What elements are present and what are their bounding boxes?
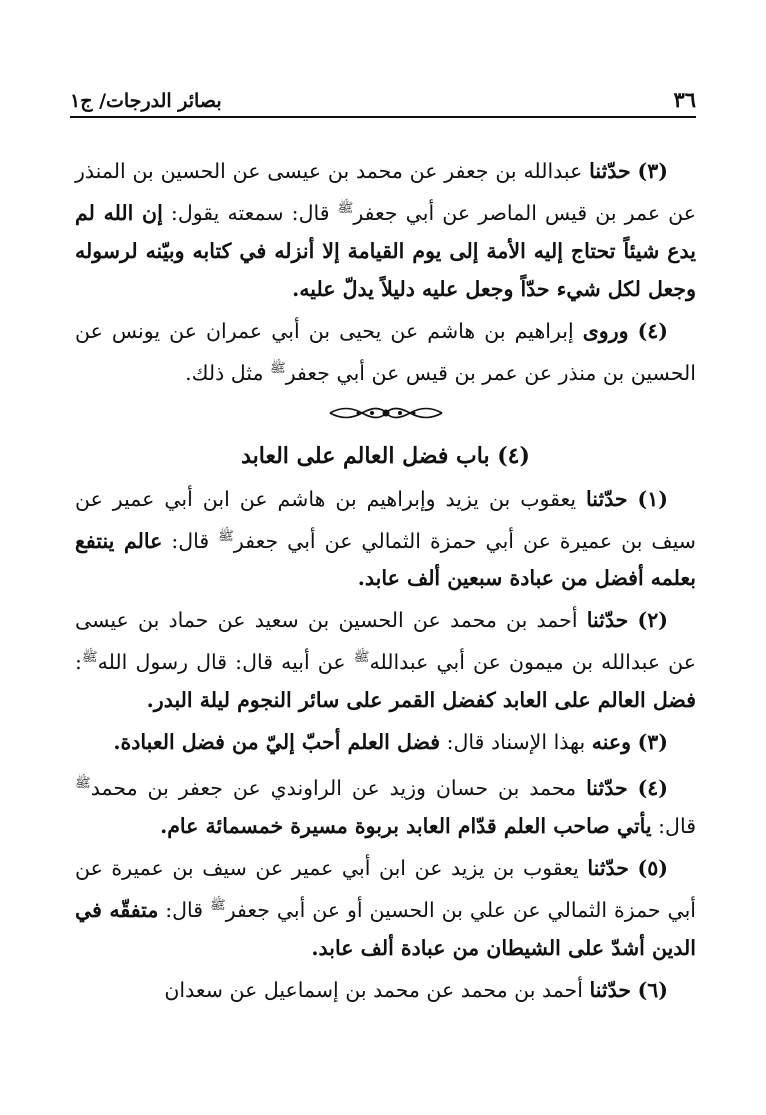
hadith-number: (١) [637,486,668,511]
honorific-symbol: ﷺ [270,360,286,376]
isnad-text: إبراهيم بن هاشم عن يحيى بن أبي عمران عن يونس عن الحسين بن منذر عن عمر بن قيس عن أبي جعفر [75,318,696,385]
hadith-paragraph [75,723,696,761]
isnad-text: محمد بن حسان وزيد عن الراوندي عن جعفر بن محمد [90,776,577,801]
transmission-term: وعنه [591,730,632,755]
hadith-number: (٢) [637,608,668,633]
isnad-text: أحمد بن محمد عن الحسين بن سعيد عن حماد بن عيسى عن عبدالله بن ميمون عن أبي عبدالله [75,608,696,675]
transmission-term: حدّثنا [586,776,628,801]
honorific-symbol: ﷺ [337,201,354,216]
honorific-symbol: ﷺ [75,776,91,792]
transmission-term: حدّثنا [586,486,628,511]
hadith-text: فضل العالم على العابد كفضل القمر على سائر النجوم ليلة البدر. [146,688,696,713]
transmission-term: حدّثنا [589,159,631,183]
honorific-symbol: ﷺ [218,528,234,544]
hadith-paragraph [75,312,696,392]
isnad-text: يعقوب بن يزيد وإبراهيم بن هاشم عن ابن أبي عمير عن سيف بن عميرة عن أبي حمزة الثمالي عن أبي جعفر [75,486,696,553]
isnad-text: عبدالله بن جعفر عن محمد بن عيسى عن الحسين بن المنذر عن عمر بن قيس الماصر عن أبي جعفر [75,159,696,225]
isnad-text: يعقوب بن يزيد عن ابن أبي عمير عن سيف بن عميرة عن أبي حمزة الثمالي عن علي بن الحسين أو عن أبي جعفر [75,856,696,922]
isnad-text: أحمد بن محمد عن محمد بن إسماعيل عن سعدان [164,977,583,1002]
ornament-divider-icon [326,402,446,424]
hadith-number: (٤) [637,318,668,343]
hadith-text: إن الله لم يدع شيئاً تحتاج إليه الأمة إلى يوم القيامة إلا أنزله في كتابه وبيّنه لرسوله وجعل لكل شيء حدّاً وجعل عليه دليلاً يدلّ عليه. [75,200,696,301]
hadith-text: يأتي صاحب العلم قدّام العابد بربوة مسيرة خمسمائة عام. [160,814,652,839]
isnad-text: بهذا الإسناد قال: [446,730,586,755]
hadith-text: عالم ينتفع بعلمه أفضل من عبادة سبعين ألف عابد. [75,528,696,591]
hadith-paragraph [75,849,696,967]
isnad-tail: مثل ذلك. [185,360,264,385]
hadith-number: (٦) [637,977,668,1002]
hadith-number: (٥) [637,856,668,881]
hadith-paragraph [75,971,696,1009]
hadith-number: (٣) [637,730,668,755]
isnad-tail: قال: [658,814,696,839]
transmission-term: حدّثنا [589,977,632,1002]
honorific-symbol: ﷺ [209,898,226,914]
chapter-title: (٤) باب فضل العالم على العابد [241,442,530,469]
page-number: ٣٦ [673,87,696,112]
section-ornament [75,402,696,430]
transmission-term: وروى [582,318,629,343]
hadith-text: فضل العلم أحبّ إليّ من فضل العبادة. [113,730,441,755]
isnad-tail: : [75,650,82,675]
running-title: بصائر الدرجات/ ج١ [70,90,222,112]
hadith-paragraph [75,152,696,308]
isnad-tail: عن أبيه قال: قال رسول الله [97,650,346,675]
hadith-paragraph [75,601,696,719]
transmission-term: حدّثنا [586,608,629,633]
isnad-tail: قال: [171,528,210,553]
isnad-tail: قال: [165,897,204,922]
page-body [75,152,696,1013]
isnad-tail: قال: سمعته يقول: [170,200,330,225]
hadith-number: (٤) [637,776,668,801]
honorific-symbol: ﷺ [81,650,98,666]
hadith-paragraph [75,765,696,845]
honorific-symbol: ﷺ [353,650,370,666]
hadith-number: (٣) [637,159,668,183]
page-header [70,78,696,118]
hadith-paragraph [75,480,696,598]
transmission-term: حدّثنا [587,856,629,881]
hadith-text: متفقّه في الدين أشدّ على الشيطان من عبادة ألف عابد. [75,897,696,960]
